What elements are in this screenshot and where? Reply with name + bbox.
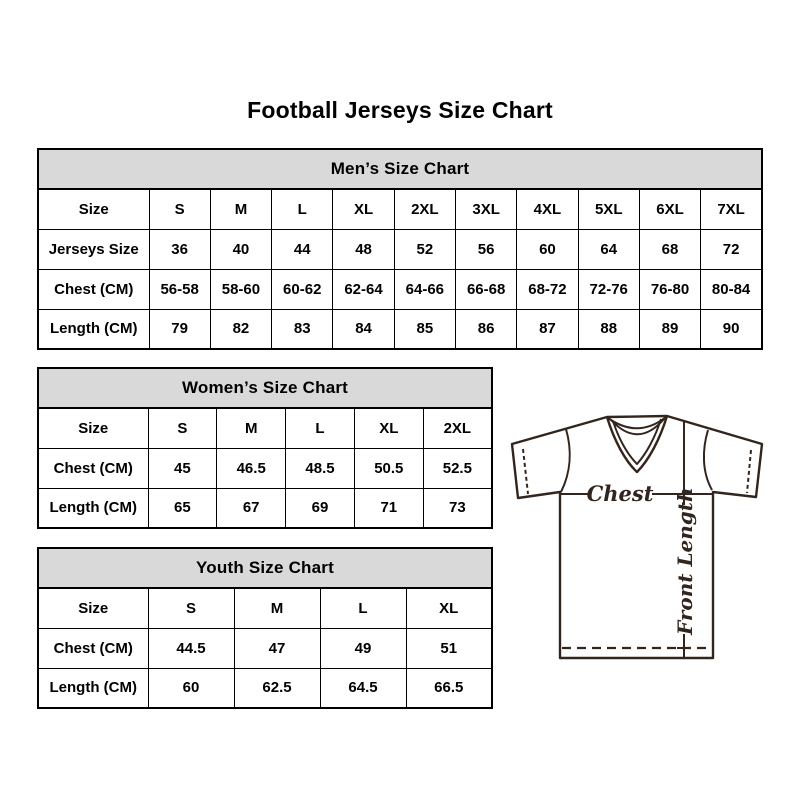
women-table-title: Women’s Size Chart bbox=[38, 368, 492, 408]
table-row bbox=[38, 408, 492, 448]
youth-table-title: Youth Size Chart bbox=[38, 548, 492, 588]
chest-label: Chest bbox=[586, 481, 654, 506]
size-value-cell: 50.5 bbox=[354, 448, 423, 488]
right-cuff-stitch bbox=[747, 450, 751, 493]
size-value-cell: L bbox=[272, 189, 333, 229]
size-value-cell: 45 bbox=[148, 448, 217, 488]
table-row bbox=[38, 309, 762, 349]
size-value-cell: 4XL bbox=[517, 189, 578, 229]
size-value-cell: 52 bbox=[394, 229, 455, 269]
table-row bbox=[38, 628, 492, 668]
size-value-cell: 58-60 bbox=[210, 269, 271, 309]
size-value-cell: 72 bbox=[701, 229, 762, 269]
size-value-cell: XL bbox=[333, 189, 394, 229]
size-value-cell: 65 bbox=[148, 488, 217, 528]
size-value-cell: 36 bbox=[149, 229, 210, 269]
page-title: Football Jerseys Size Chart bbox=[247, 97, 553, 123]
jersey-outline bbox=[512, 416, 762, 658]
size-value-cell: 67 bbox=[217, 488, 286, 528]
size-value-cell: 60 bbox=[517, 229, 578, 269]
size-value-cell: 6XL bbox=[639, 189, 700, 229]
size-value-cell: 72-76 bbox=[578, 269, 639, 309]
size-value-cell: L bbox=[320, 588, 406, 628]
size-value-cell: 56 bbox=[455, 229, 516, 269]
table-row bbox=[38, 588, 492, 628]
size-value-cell: 44.5 bbox=[148, 628, 234, 668]
table-row bbox=[38, 488, 492, 528]
left-armhole-seam bbox=[561, 429, 570, 492]
row-label: Chest (CM) bbox=[38, 448, 148, 488]
size-value-cell: 64.5 bbox=[320, 668, 406, 708]
size-value-cell: 52.5 bbox=[423, 448, 492, 488]
size-value-cell: 48.5 bbox=[286, 448, 355, 488]
size-value-cell: 60 bbox=[148, 668, 234, 708]
size-value-cell: L bbox=[286, 408, 355, 448]
womens-size-table bbox=[37, 367, 493, 529]
size-value-cell: 51 bbox=[406, 628, 492, 668]
table-row bbox=[38, 668, 492, 708]
size-value-cell: S bbox=[148, 408, 217, 448]
size-value-cell: 48 bbox=[333, 229, 394, 269]
size-value-cell: 85 bbox=[394, 309, 455, 349]
size-value-cell: 2XL bbox=[423, 408, 492, 448]
size-value-cell: S bbox=[149, 189, 210, 229]
row-label: Chest (CM) bbox=[38, 269, 149, 309]
size-value-cell: 84 bbox=[333, 309, 394, 349]
row-label: Length (CM) bbox=[38, 668, 148, 708]
row-label: Length (CM) bbox=[38, 488, 148, 528]
size-value-cell: 66-68 bbox=[455, 269, 516, 309]
men-table-title: Men’s Size Chart bbox=[38, 149, 762, 189]
size-value-cell: XL bbox=[406, 588, 492, 628]
size-value-cell: 71 bbox=[354, 488, 423, 528]
size-value-cell: 82 bbox=[210, 309, 271, 349]
size-value-cell: 87 bbox=[517, 309, 578, 349]
size-value-cell: 7XL bbox=[701, 189, 762, 229]
size-value-cell: 64 bbox=[578, 229, 639, 269]
right-armhole-seam bbox=[704, 430, 712, 490]
table-row bbox=[38, 448, 492, 488]
size-value-cell: 83 bbox=[272, 309, 333, 349]
size-value-cell: 88 bbox=[578, 309, 639, 349]
size-value-cell: M bbox=[217, 408, 286, 448]
size-value-cell: 76-80 bbox=[639, 269, 700, 309]
size-value-cell: 80-84 bbox=[701, 269, 762, 309]
size-value-cell: 5XL bbox=[578, 189, 639, 229]
row-label: Jerseys Size bbox=[38, 229, 149, 269]
jersey-measurement-diagram bbox=[504, 402, 768, 664]
row-label: Size bbox=[38, 588, 148, 628]
row-label: Size bbox=[38, 408, 148, 448]
row-label: Size bbox=[38, 189, 149, 229]
size-value-cell: 90 bbox=[701, 309, 762, 349]
size-value-cell: 62-64 bbox=[333, 269, 394, 309]
size-value-cell: 62.5 bbox=[234, 668, 320, 708]
size-value-cell: 46.5 bbox=[217, 448, 286, 488]
size-value-cell: 44 bbox=[272, 229, 333, 269]
table-row bbox=[38, 189, 762, 229]
size-value-cell: 66.5 bbox=[406, 668, 492, 708]
size-value-cell: M bbox=[234, 588, 320, 628]
size-value-cell: 47 bbox=[234, 628, 320, 668]
size-value-cell: 79 bbox=[149, 309, 210, 349]
table-row bbox=[38, 229, 762, 269]
size-value-cell: 69 bbox=[286, 488, 355, 528]
mens-size-table bbox=[37, 148, 763, 350]
row-label: Chest (CM) bbox=[38, 628, 148, 668]
size-value-cell: 68-72 bbox=[517, 269, 578, 309]
size-value-cell: 68 bbox=[639, 229, 700, 269]
size-value-cell: 2XL bbox=[394, 189, 455, 229]
size-value-cell: 89 bbox=[639, 309, 700, 349]
front-length-label: Front Length bbox=[673, 487, 697, 635]
row-label: Length (CM) bbox=[38, 309, 149, 349]
size-value-cell: 49 bbox=[320, 628, 406, 668]
size-value-cell: M bbox=[210, 189, 271, 229]
size-value-cell: 3XL bbox=[455, 189, 516, 229]
size-value-cell: 86 bbox=[455, 309, 516, 349]
left-cuff-stitch bbox=[523, 449, 528, 494]
size-value-cell: S bbox=[148, 588, 234, 628]
youth-size-table bbox=[37, 547, 493, 709]
table-row bbox=[38, 269, 762, 309]
size-value-cell: XL bbox=[354, 408, 423, 448]
size-value-cell: 64-66 bbox=[394, 269, 455, 309]
size-value-cell: 60-62 bbox=[272, 269, 333, 309]
size-value-cell: 56-58 bbox=[149, 269, 210, 309]
size-value-cell: 73 bbox=[423, 488, 492, 528]
size-value-cell: 40 bbox=[210, 229, 271, 269]
